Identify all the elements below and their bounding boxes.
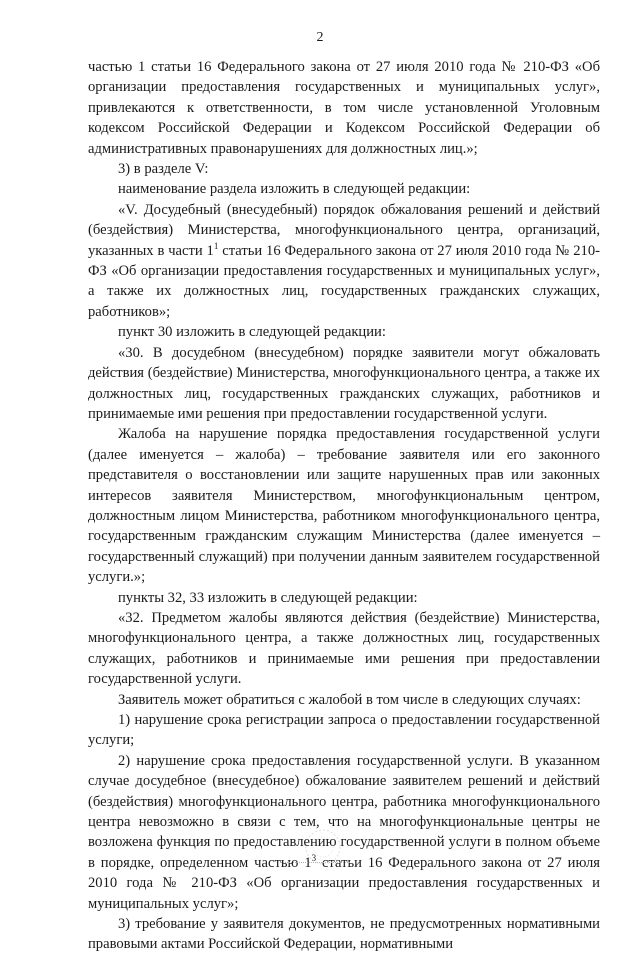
paragraph-text: 3) требование у заявителя документов, не предусмотренных нормативными правовыми актами Российской Федерации, нормативными (88, 916, 600, 953)
paragraph (88, 914, 600, 955)
stamp-line (280, 862, 350, 863)
superscript: 1 (213, 240, 219, 251)
document-body (88, 57, 600, 955)
paragraph-text: Заявитель может обратиться с жалобой в том числе в следующих случаях: (118, 691, 581, 708)
paragraph-text: статьи 16 Федерального закона от 27 июля 2010 года № 210-ФЗ «Об организации предоставления государственных и муниципальных услуг», а также их должностных лиц, государственных гражданских служащих, работников»; (88, 242, 600, 320)
paragraph-text: 2) нарушение срока предоставления государственной услуги. В указанном случае досудебное (внесудебное) обжалование заявителем решений и действий (бездействия) многофункционального центра, работника многофункционального центра невозможно в связи с тем, что на многофункциональные центры не возложена функция по предоставлению государственной услуги в полном объеме в порядке, определенном частью 1 (88, 752, 600, 871)
paragraph-text: наименование раздела изложить в следующей редакции: (118, 181, 471, 198)
paragraph (88, 159, 600, 179)
paragraph (88, 588, 600, 608)
paragraph (88, 57, 600, 159)
paragraph (88, 751, 600, 914)
paragraph-text: пункты 32, 33 изложить в следующей редакции: (118, 589, 418, 606)
paragraph-text: «32. Предметом жалобы являются действия (бездействие) Министерства, многофункционального центра, а также должностных лиц, государственных служащих, работников и принимаемые ими решения при предоставлении государственной услуги. (88, 609, 600, 688)
paragraph-text: «V. Досудебный (внесудебный) порядок обжалования решений и действий (бездействия) Министерства, многофункционального центра, организаций, указанных в части 1 (88, 201, 600, 259)
paragraph-text: 1) нарушение срока регистрации запроса о предоставлении государственной услуги; (88, 712, 600, 749)
paragraph-text: «30. В досудебном (внесудебном) порядке заявители могут обжаловать действия (бездействие) Министерства, многофункционального центра, а также их должностных лиц, государственных гражданских служащих, работников и принимаемые ими решения при предоставлении государственной услуги. (88, 344, 600, 422)
superscript: 3 (311, 852, 317, 863)
paragraph (88, 343, 600, 425)
paragraph-text: частью 1 статьи 16 Федерального закона от 27 июля 2010 года № 210-ФЗ «Об организации предоставления государственных и муниципальных услуг», привлекаются к ответственности, в том числе установленной Уголовным кодексом Российской Федерации и Кодексом Российской Федерации об административных правонарушениях для должностных лиц.»; (88, 59, 600, 157)
paragraph (88, 179, 600, 199)
paragraph-text: статьи 16 Федерального закона от 27 июля 2010 года № 210-ФЗ «Об организации предоставления государственных и муниципальных услуг»; (88, 854, 600, 912)
paragraph (88, 710, 600, 751)
paragraph (88, 424, 600, 587)
paragraph-text: 3) в разделе V: (118, 161, 209, 178)
paragraph (88, 322, 600, 342)
paragraph (88, 690, 600, 710)
page-number: 2 (316, 30, 324, 45)
paragraph (88, 608, 600, 690)
paragraph-text: пункт 30 изложить в следующей редакции: (118, 324, 386, 341)
paragraph (88, 200, 600, 322)
paragraph-text: Жалоба на нарушение порядка предоставления государственной услуги (далее именуется – жалоба) – требование заявителя или его законного представителя о восстановлении или защите нарушенных прав или законных интересов заявителя Министерством, многофункциональным центром, должностным лицом Министерства, работником многофункционального центра, государственным гражданским служащим Министерства (далее именуется – государственный служащий) при получении данным заявителем государственной услуги.»; (88, 426, 600, 586)
